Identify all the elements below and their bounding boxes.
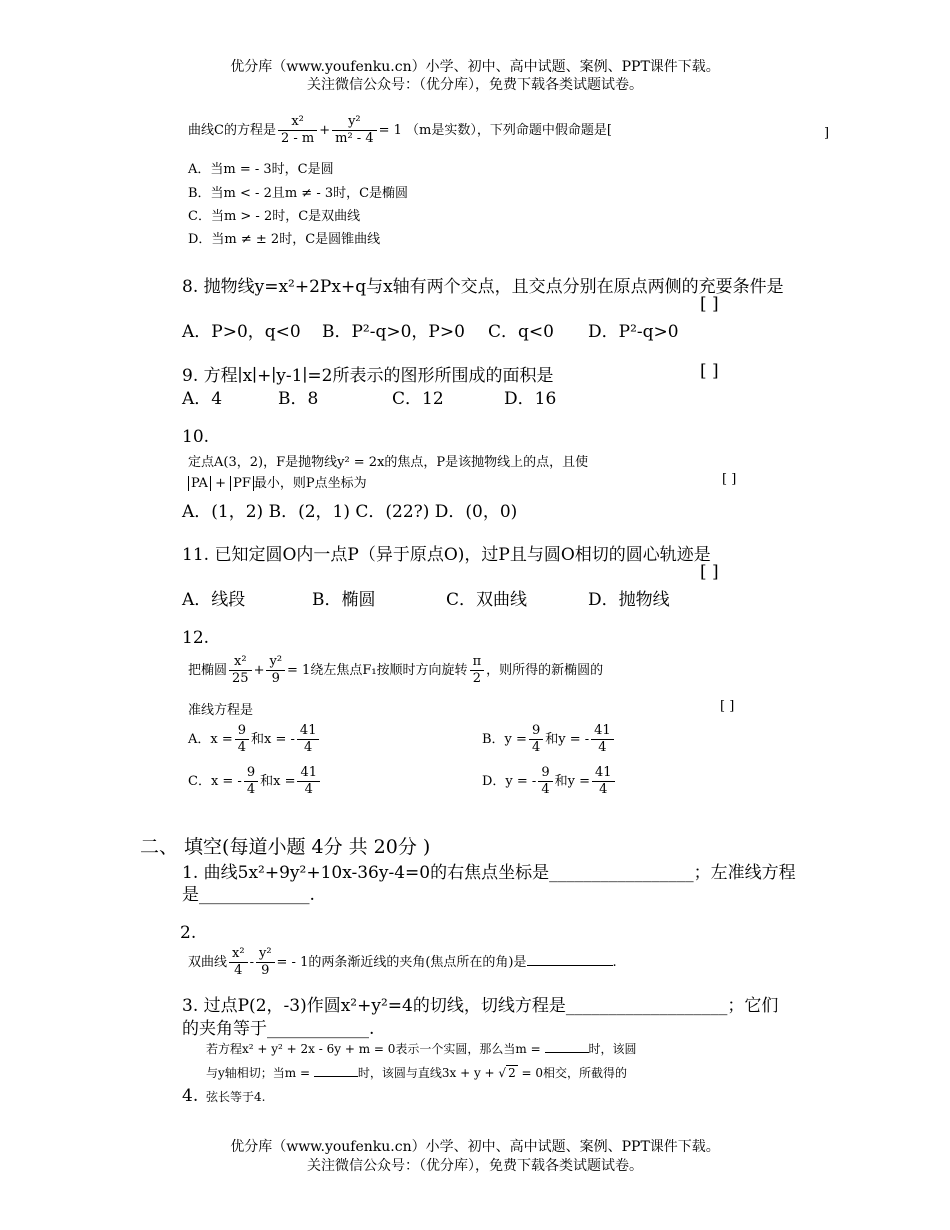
page-footer-line1: 优分库（www.youfenku.cn）小学、初中、高中试题、案例、PPT课件下载。 xyxy=(230,1139,720,1155)
q8-option-a: A．P>0，q<0 xyxy=(182,322,301,342)
fill4-blank-1 xyxy=(545,1038,589,1053)
q11-stem: 11. 已知定圆O内一点P（异于原点O)，过P且与圆O相切的圆心轨迹是 xyxy=(182,545,711,565)
q7-stem: 曲线C的方程是 $\frac{\text{x²}}{2 - m}$ + $\frac{\text{y²}}{\text{m² - 4}}$ = 1 （m是实数），下列命题中假命题是[ xyxy=(188,114,612,146)
q12-option-d: D．y = - $\frac{9}{4}$ 和y = $\frac{41}{4}$ xyxy=(482,765,617,798)
q9-option-d: D．16 xyxy=(504,389,557,409)
fill1-line1: 1. 曲线5x²+9y²+10x-36y-4=0的右焦点坐标是_________________；左准线方程 xyxy=(182,863,796,883)
page-header-line2: 关注微信公众号：（优分库），免费下载各类试题试卷。 xyxy=(307,77,643,93)
q8-option-c: C．q<0 xyxy=(488,322,554,342)
fill3-line1: 3. 过点P(2，-3)作圆x²+y²=4的切线，切线方程是___________________；它们 xyxy=(182,996,779,1016)
q12-fraction-1: $\frac{\text{x²}}{25}$ xyxy=(229,654,252,687)
q11-option-d: D．抛物线 xyxy=(588,590,670,610)
q7-option-d: D．当m ≠ ± 2时，C是圆锥曲线 xyxy=(188,232,381,247)
q10-number: 10. xyxy=(182,427,210,447)
fill2-fraction-2: $\frac{\text{y²}}{9}$ xyxy=(256,946,275,979)
fill2-stem: 双曲线 $\frac{\text{x²}}{4}$ - $\frac{\text{y²}}{9}$ = - 1的两条渐近线的夹角(焦点所在的角)是 . xyxy=(188,946,617,978)
q8-option-d: D．P²-q>0 xyxy=(588,322,679,342)
q12-fraction-pi: $\frac{\pi}{2}$ xyxy=(470,654,485,687)
q8-stem: 8. 抛物线y=x²+2Px+q与x轴有两个交点，且交点分别在原点两侧的充要条件是 xyxy=(182,277,784,297)
q7-fraction-2: $\frac{\text{y²}}{\text{m² - 4}}$ xyxy=(332,114,376,147)
q7-option-c: C．当m > - 2时，C是双曲线 xyxy=(188,209,361,224)
fill1-line2: 是_____________. xyxy=(182,885,315,905)
q9-bracket: [ ] xyxy=(700,361,719,381)
q10-bracket: [ ] xyxy=(722,472,737,487)
fill2-number: 2. xyxy=(180,923,197,943)
q12-line2: 准线方程是 xyxy=(188,703,254,718)
q8-bracket: [ ] xyxy=(700,294,719,314)
q12-option-b: B．y = $\frac{9}{4}$ 和y = - $\frac{41}{4}$ xyxy=(482,723,616,756)
q11-bracket: [ ] xyxy=(700,562,719,582)
q9-option-a: A．4 xyxy=(182,389,223,409)
q12-option-a: A．x = $\frac{9}{4}$ 和x = - $\frac{41}{4}$ xyxy=(188,723,321,756)
q7-bracket-close: ] xyxy=(824,126,830,141)
q10-line2: PA + PF 最小，则P点坐标为 xyxy=(188,472,367,491)
fill4-number: 4. xyxy=(182,1086,199,1106)
fill3-line2: 的夹角等于____________. xyxy=(182,1019,375,1039)
q12-bracket: [ ] xyxy=(720,699,735,714)
q9-option-b: B．8 xyxy=(278,389,319,409)
section2-title: 二、 填空(每道小题 4分 共 20分 ) xyxy=(140,836,431,858)
q9-option-c: C．12 xyxy=(392,389,444,409)
q12-number: 12. xyxy=(182,628,210,648)
q12-stem: 把椭圆 $\frac{\text{x²}}{25}$ + $\frac{\text{y²}}{9}$ = 1绕左焦点F₁按顺时方向旋转 $\frac{\pi}{2}$ ，则所得的新椭圆的 xyxy=(188,654,604,686)
q8-option-b: B．P²-q>0，P>0 xyxy=(322,322,465,342)
q9-stem: 9. 方程∣x∣+∣y-1∣=2所表示的图形所围成的面积是 xyxy=(182,366,554,386)
page-header-line1: 优分库（www.youfenku.cn）小学、初中、高中试题、案例、PPT课件下载。 xyxy=(230,59,720,75)
q10-line1: 定点A(3，2)，F是抛物线y² = 2x的焦点，P是该抛物线上的点，且使 xyxy=(188,455,589,470)
q12-fraction-2: $\frac{\text{y²}}{9}$ xyxy=(266,654,285,687)
fill2-fraction-1: $\frac{\text{x²}}{4}$ xyxy=(229,946,248,979)
page-footer-line2: 关注微信公众号：（优分库），免费下载各类试题试卷。 xyxy=(307,1158,643,1174)
fill4-line1: 若方程x² + y² + 2x - 6y + m = 0表示一个实圆，那么当m = 时，该圆 xyxy=(206,1038,637,1057)
fill4-blank-2 xyxy=(314,1062,358,1077)
q7-option-b: B．当m < - 2且m ≠ - 3时，C是椭圆 xyxy=(188,186,409,201)
q11-option-b: B．椭圆 xyxy=(312,590,376,610)
q11-option-a: A．线段 xyxy=(182,590,246,610)
q10-options: A．(1，2) B．(2，1) C．(22?) D．(0，0) xyxy=(182,502,518,522)
fill4-line2: 与y轴相切；当m = 时，该圆与直线3x + y + √ 2 = 0相交，所截得的 xyxy=(206,1062,627,1081)
q7-fraction-1: $\frac{\text{x²}}{2 - m}$ xyxy=(278,114,317,147)
q12-option-c: C．x = - $\frac{9}{4}$ 和x = $\frac{41}{4}$ xyxy=(188,765,322,798)
fill2-answer-blank xyxy=(527,951,613,966)
q11-option-c: C．双曲线 xyxy=(446,590,528,610)
q7-option-a: A．当m = - 3时，C是圆 xyxy=(188,162,334,177)
fill4-line3: 弦长等于4. xyxy=(206,1090,266,1104)
